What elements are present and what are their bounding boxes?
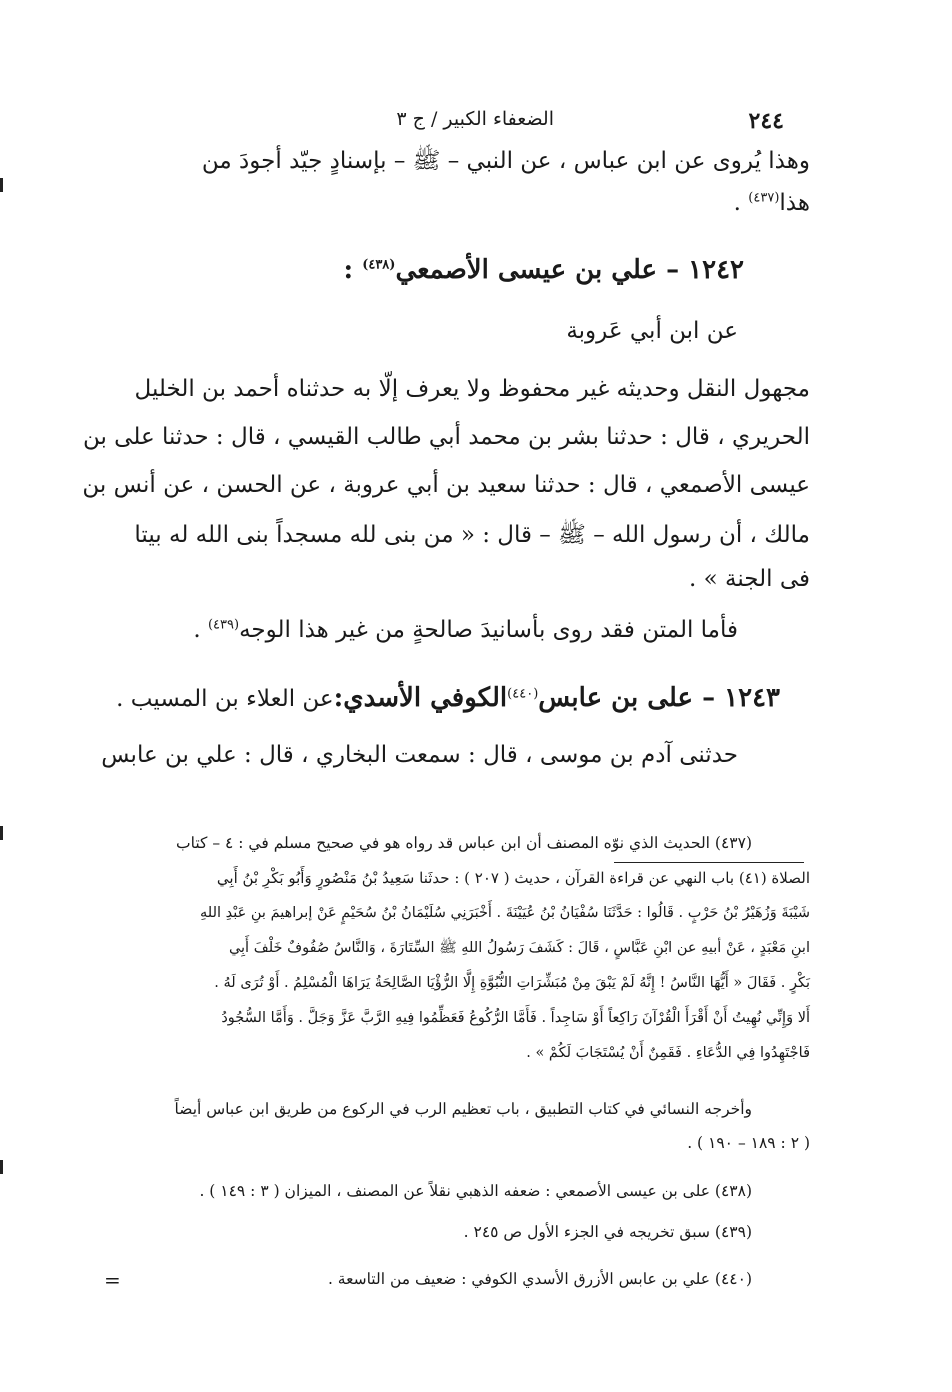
intro-line-2: هذا$^{(٤٣٧)}$ . [733,190,810,216]
note-ref-439: (٤٣٩) [207,617,240,633]
scan-edge-mark [0,1160,3,1174]
entry-1242-para-line-2: الحريري ، قال : حدثنا بشر بن محمد أبي طالب القيسي ، قال : حدثنا على بن [82,424,810,450]
margin-mark: = [104,1268,121,1292]
entry-1242-from: عن ابن أبي عَروبة [566,318,738,344]
footnote-line: وأخرجه النسائي في كتاب التطبيق ، باب تعظيم الرب في الركوع من طريق ابن عباس أيضاً [174,1100,752,1118]
entry-name: علي بن عيسى الأصمعي [395,255,658,285]
footnote-line: أَلا وَإِنِّي نُهِيتُ أَنْ أَقْرَأَ الْقُرْآنَ رَاكِعاً أَوْ سَاجِداً . فَأَمَّا الرُّكُوعُ فَعَظِّمُوا فِيهِ الرَّبَّ عَزَّ وَجَلَّ . وَأَمَّا السُّجُودُ [221,1010,810,1026]
entry-number: ١٢٤٣ [724,683,780,713]
running-title: الضعفاء الكبير / ج ٣ [396,108,554,130]
entry-name: على بن عابس [538,683,694,713]
footnote-437-continued [112,1092,810,1160]
footnote-line: ( ٢ : ١٨٩ – ١٩٠ ) . [687,1134,810,1152]
page-number: ٢٤٤ [748,108,784,134]
matn-line: فأما المتن فقد روى بأسانيدَ صالحةٍ من غير هذا الوجه$^{(٤٣٩)}$ . [193,617,738,643]
entry-1243-heading: ١٢٤٣ – على بن عابس$^{(٤٤٠)}$الكوفي الأسدي:عن العلاء بن المسيب . [116,683,780,713]
entry-1242-para-line-4: مالك ، أن رسول الله – ﷺ – قال : « من بنى لله مسجداً بنى الله له بيتا [134,522,810,548]
scan-edge-mark [0,826,3,840]
footnote-437 [112,826,810,1071]
entry-1242-heading: ١٢٤٢ – علي بن عيسى الأصمعي$^{(٤٣٨)}$ : [343,255,744,285]
entry-1243-line-2: حدثنى آدم بن موسى ، قال : سمعت البخاري ، قال : علي بن عابس [101,742,738,768]
intro-line-1: وهذا يُروى عن ابن عباس ، عن النبي – ﷺ – بإسنادٍ جيّد أجودَ من [201,148,810,174]
entry-number: ١٢٤٢ [688,255,744,285]
entry-1242-para-line-1: مجهول النقل وحديثه غير محفوظ ولا يعرف إلّا به حدثناه أحمد بن الخليل [134,376,810,402]
footnote-line: بَكْرٍ . فَقَالَ « أَيُّهَا النَّاسُ ! إِنَّهُ لَمْ يَبْقَ مِنْ مُبَشِّرَاتِ النُّبُوَّةِ إِلَّا الرُّؤْيَا الصَّالِحَةُ يَرَاهَا الْمُسْلِمُ . أَوْ تُرَى لَهُ . [214,975,810,991]
entry-1242-para-line-5: فى الجنة » . [689,566,810,592]
footnote-line: شَيْبَةَ وَزُهَيْرُ بْنُ حَرْبٍ . قَالُوا : حَدَّثَنَا سُفْيَانُ بْنُ عُيَيْنَةَ . أَخْبَرَنِي سُلَيْمَانُ بْنُ سُحَيْمٍ عَنْ إبراهيمَ بنِ عَبْدِ اللهِ [200,905,810,921]
footnote-line: الصلاة (٤١) باب النهي عن قراءة القرآن ، حديث ( ٢٠٧ ) : حدثَنا سَعِيدُ بْنُ مَنْصُورٍ وَأَبُو بَكْرِ بْنُ أَبِي [216,869,810,887]
footnote-line: ابنِ مَعْبَدٍ ، عَنْ أبيهِ عن ابْنِ عَبَّاسٍ ، قَالَ : كَشَفَ رَسُولُ اللهِ ﷺ السِّتَارَةَ ، وَالنَّاسُ صُفُوفٌ خَلْفَ أَبِي [228,940,810,956]
page-header [104,108,784,138]
scan-edge-mark [0,178,3,192]
footnote-438: (٤٣٨) على بن عيسى الأصمعي : ضعفه الذهبي نقلاً عن المصنف ، الميزان ( ٣ : ١٤٩ ) . [199,1182,752,1200]
note-ref-438: (٤٣٨) [362,257,396,273]
note-ref-437: (٤٣٧) [748,190,780,206]
footnote-439: (٤٣٩) سبق تخريجه في الجزء الأول ص ٢٤٥ . [463,1223,752,1241]
note-ref-440: (٤٤٠) [507,686,539,702]
footnote-line: فَاجْتَهِدُوا فِي الدُّعَاءِ . فَقَمِنٌ أَنْ يُسْتَجَابَ لَكُمْ » . [526,1045,810,1061]
footnote-line: (٤٣٧) الحديث الذي نوّه المصنف أن ابن عباس قد رواه هو في صحيح مسلم في : ٤ – كتاب [176,834,752,852]
entry-1242-para-line-3: عيسى الأصمعي ، قال : حدثنا سعيد بن أبي عروبة ، عن الحسن ، عن أنس بن [82,472,810,498]
footnote-440: (٤٤٠) علي بن عابس الأزرق الأسدي الكوفي : ضعيف من التاسعة . [327,1270,752,1288]
